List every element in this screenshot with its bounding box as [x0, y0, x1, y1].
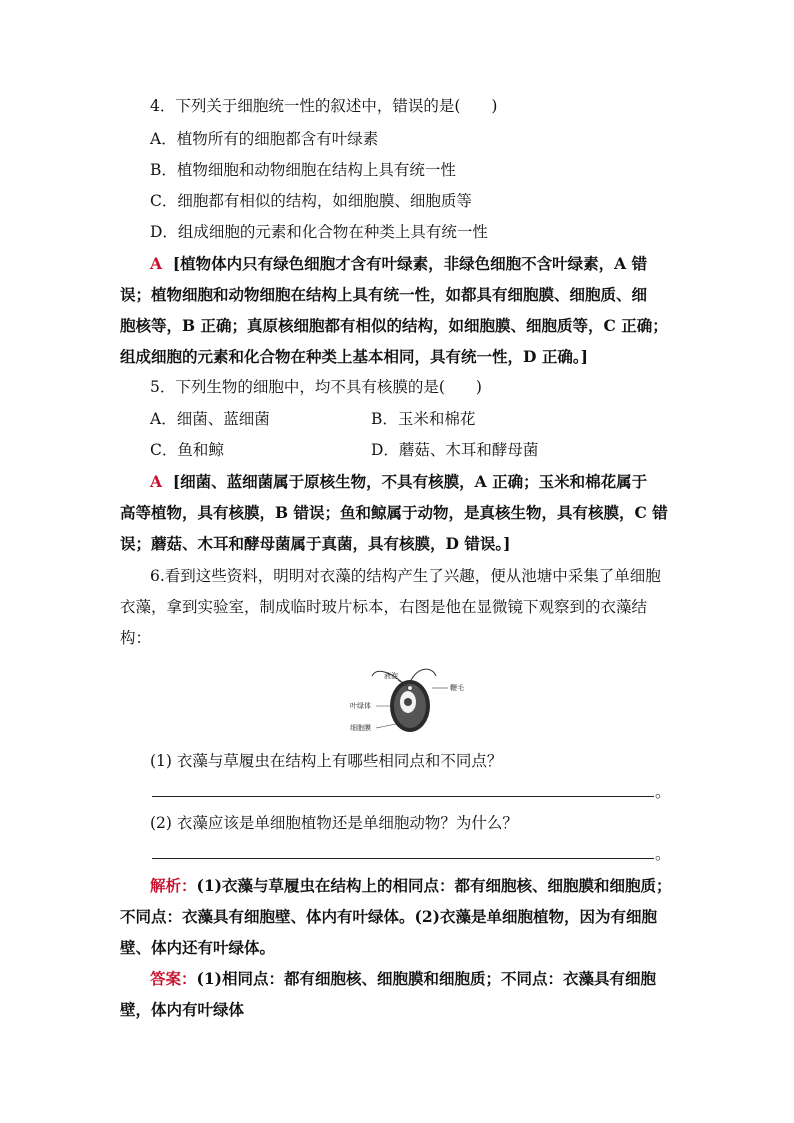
membrane-leader — [376, 724, 396, 728]
label-flagellum: 鞭毛 — [450, 684, 464, 692]
q5-stem: 5．下列生物的细胞中，均不具有核膜的是( ) — [150, 378, 482, 396]
analysis-label: 解析： — [150, 876, 197, 895]
answer-blank-1 — [152, 796, 654, 797]
q4-explanation-line-1 — [150, 254, 675, 274]
q5-answer-letter: A — [150, 472, 163, 491]
q6-answer-text-1: (1)相同点：都有细胞核、细胞膜和细胞质；不同点：衣藻具有细胞 — [196, 969, 656, 988]
q4-explanation-text-1: [植物体内只有绿色细胞才含有叶绿素，非绿色细胞不含叶绿素，A 错 — [172, 254, 648, 273]
q6-sub-question-2: (2) 衣藻应该是单细胞植物还是单细胞动物？为什么？ — [150, 814, 518, 832]
q5-explanation-line-2: 高等植物，具有核膜，B 错误；鱼和鲸属于动物，是真核生物，具有核膜，C 错 — [120, 503, 668, 522]
answer-blank-2-end: 。 — [655, 845, 671, 863]
answer-blank-1-end: 。 — [655, 783, 671, 801]
q6-stem-line-1: 6.看到这些资料，明明对衣藻的结构产生了兴趣，便从池塘中采集了单细胞 — [150, 567, 661, 585]
q6-analysis-text-1: (1)衣藻与草履虫在结构上的相同点：都有细胞核、细胞膜和细胞质； — [196, 876, 672, 895]
q4-explanation-line-2: 误；植物细胞和动物细胞在结构上具有统一性，如都具有细胞膜、细胞质、细 — [120, 285, 648, 304]
label-chloroplast: 叶绿体 — [350, 702, 371, 710]
q6-analysis-line-2: 不同点：衣藻具有细胞壁、体内有叶绿体。(2)衣藻是单细胞植物，因为有细胞 — [120, 907, 657, 926]
q4-explanation-line-4: 组成细胞的元素和化合物在种类上基本相同，具有统一性，D 正确。] — [120, 347, 588, 366]
q5-explanation-text-1: [细菌、蓝细菌属于原核生物，不具有核膜，A 正确；玉米和棉花属于 — [172, 472, 648, 491]
label-cell-membrane: 细胞膜 — [350, 724, 371, 732]
q6-sub-question-1: (1) 衣藻与草履虫在结构上有哪些相同点和不同点？ — [150, 752, 503, 770]
q5-option-a: A．细菌、蓝细菌 — [150, 410, 270, 428]
q6-analysis-line-1 — [150, 876, 675, 896]
q4-stem: 4．下列关于细胞统一性的叙述中，错误的是( ) — [150, 97, 498, 115]
q6-stem-line-3: 构： — [120, 629, 152, 647]
q6-analysis-line-3: 壁、体内还有叶绿体。 — [120, 938, 276, 957]
q4-explanation-line-3: 胞核等，B 正确；真原核细胞都有相似的结构，如细胞膜、细胞质等，C 正确； — [120, 316, 668, 335]
q5-option-c: C．鱼和鲸 — [150, 441, 224, 459]
answer-label: 答案： — [150, 969, 197, 988]
q6-stem-line-2: 衣藻，拿到实验室，制成临时玻片标本，右图是他在显微镜下观察到的衣藻结 — [120, 598, 648, 616]
chlamydomonas-figure — [348, 658, 474, 738]
flagellum-right — [410, 669, 436, 682]
nucleus-shape — [404, 698, 412, 706]
q5-option-b: B．玉米和棉花 — [371, 410, 476, 428]
label-vacuole: 液泡 — [384, 672, 398, 680]
q5-explanation-line-1 — [150, 472, 675, 492]
q4-option-a: A．植物所有的细胞都含有叶绿素 — [150, 130, 379, 148]
q4-option-d: D．组成细胞的元素和化合物在种类上具有统一性 — [150, 223, 488, 241]
q6-answer-line-1 — [150, 969, 675, 989]
q4-option-c: C．细胞都有相似的结构，如细胞膜、细胞质等 — [150, 192, 472, 210]
q6-answer-line-2: 壁，体内有叶绿体 — [120, 1000, 245, 1019]
vacuole-shape — [408, 686, 413, 691]
q4-option-b: B．植物细胞和动物细胞在结构上具有统一性 — [150, 161, 456, 179]
q5-option-d: D．蘑菇、木耳和酵母菌 — [371, 441, 539, 459]
q4-answer-letter: A — [150, 254, 163, 273]
answer-blank-2 — [152, 858, 654, 859]
q5-explanation-line-3: 误；蘑菇、木耳和酵母菌属于真菌，具有核膜，D 错误。] — [120, 534, 511, 553]
